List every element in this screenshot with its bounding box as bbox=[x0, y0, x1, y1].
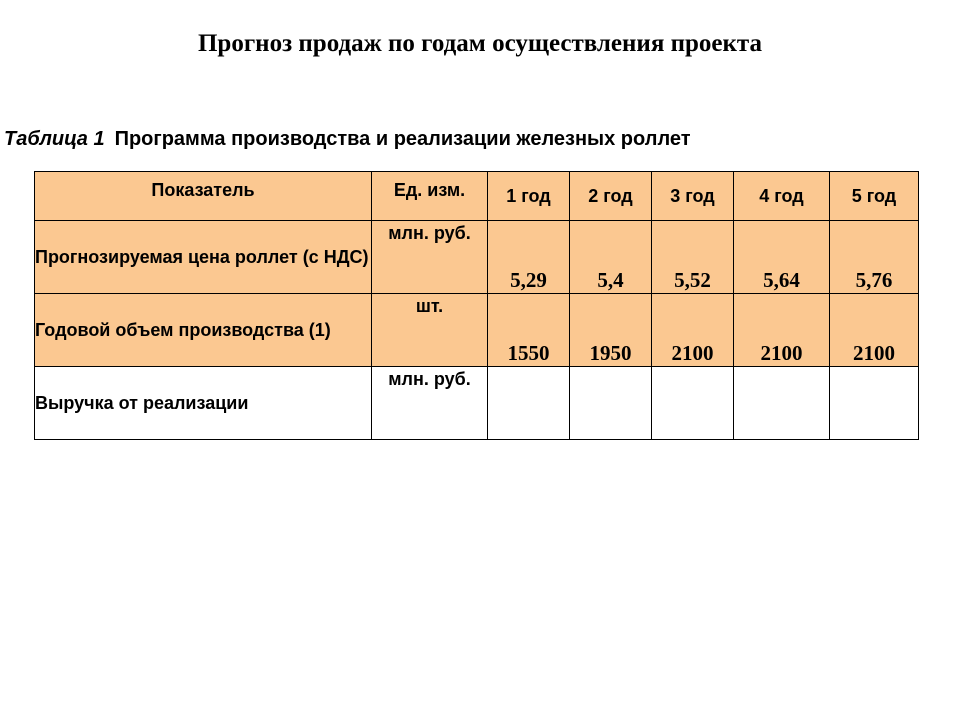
row-revenue-indicator: Выручка от реализации bbox=[35, 367, 372, 440]
row-volume-unit: шт. bbox=[372, 294, 488, 367]
table-caption-number: Таблица 1 bbox=[4, 128, 105, 150]
row-revenue-unit: млн. руб. bbox=[372, 367, 488, 440]
row-volume-year-4: 2100 bbox=[734, 294, 830, 367]
row-revenue-year-5 bbox=[830, 367, 919, 440]
row-volume-year-1: 1550 bbox=[488, 294, 570, 367]
header-indicator: Показатель bbox=[35, 172, 372, 221]
row-volume-year-3: 2100 bbox=[652, 294, 734, 367]
table-header-row bbox=[35, 172, 919, 221]
row-price-indicator: Прогнозируемая цена роллет (с НДС) bbox=[35, 221, 372, 294]
row-revenue-year-4 bbox=[734, 367, 830, 440]
row-price-year-1: 5,29 bbox=[488, 221, 570, 294]
row-revenue-year-1 bbox=[488, 367, 570, 440]
row-price-year-4: 5,64 bbox=[734, 221, 830, 294]
row-revenue-year-3 bbox=[652, 367, 734, 440]
row-volume-year-5: 2100 bbox=[830, 294, 919, 367]
row-volume-year-2: 1950 bbox=[570, 294, 652, 367]
row-price-unit: млн. руб. bbox=[372, 221, 488, 294]
header-year-4: 4 год bbox=[734, 172, 830, 221]
row-price-year-3: 5,52 bbox=[652, 221, 734, 294]
row-volume-indicator: Годовой объем производства (1) bbox=[35, 294, 372, 367]
table-row-price bbox=[35, 221, 919, 294]
header-unit: Ед. изм. bbox=[372, 172, 488, 221]
row-revenue-year-2 bbox=[570, 367, 652, 440]
slide-title: Прогноз продаж по годам осуществления проекта bbox=[197, 30, 763, 57]
production-table bbox=[34, 171, 919, 440]
row-price-year-5: 5,76 bbox=[830, 221, 919, 294]
header-year-5: 5 год bbox=[830, 172, 919, 221]
table-row-revenue bbox=[35, 367, 919, 440]
table-caption bbox=[4, 128, 691, 151]
header-year-2: 2 год bbox=[570, 172, 652, 221]
header-year-1: 1 год bbox=[488, 172, 570, 221]
row-price-year-2: 5,4 bbox=[570, 221, 652, 294]
table-row-volume bbox=[35, 294, 919, 367]
table-caption-text: Программа производства и реализации железных роллет bbox=[114, 128, 691, 150]
header-year-3: 3 год bbox=[652, 172, 734, 221]
